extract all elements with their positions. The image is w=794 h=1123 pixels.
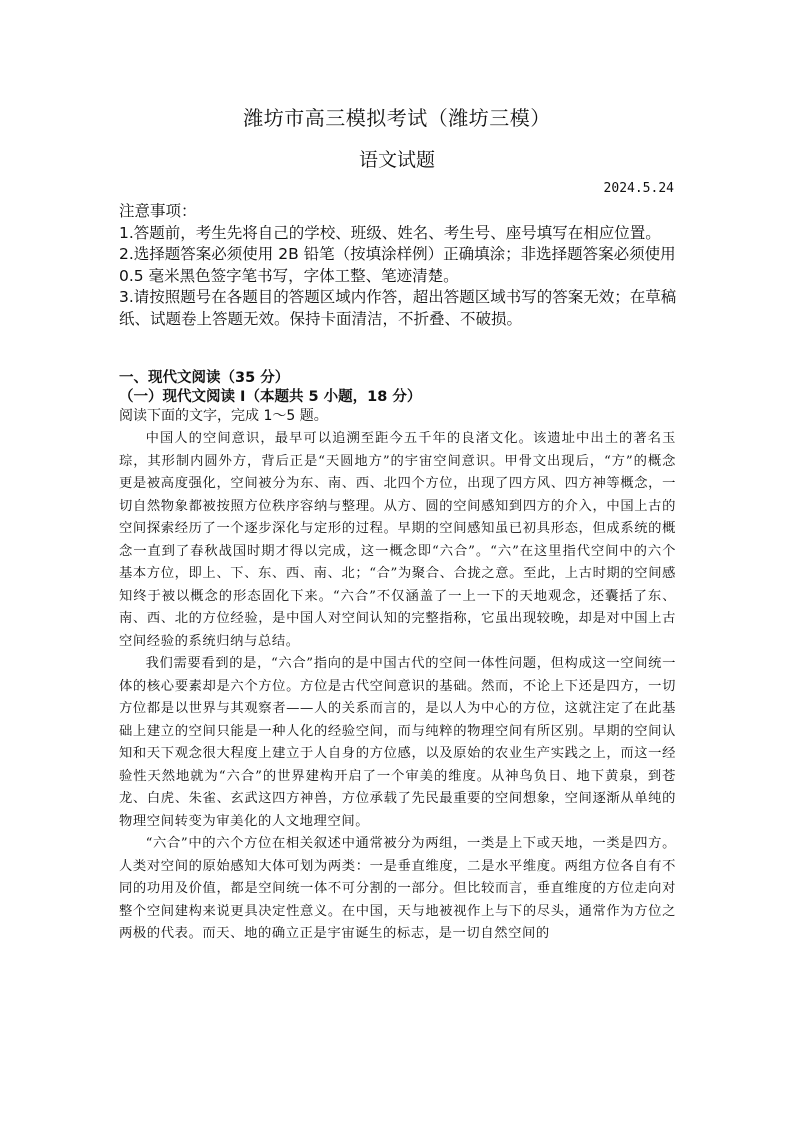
page-title: 潍坊市高三模拟考试（潍坊三模） <box>243 106 551 130</box>
notice-item: 3.请按照题号在各题目的答题区域内作答，超出答题区域书写的答案无效；在草稿纸、试题卷上答题无效。保持卡面清洁，不折叠、不破损。 <box>119 288 677 328</box>
notice-heading: 注意事项： <box>119 202 197 220</box>
section-subheading: （一）现代文阅读 I（本题共 5 小题，18 分） <box>119 389 422 405</box>
notice-block <box>119 201 677 330</box>
section-instruction: 阅读下面的文字，完成 1～5 题。 <box>119 408 328 424</box>
reading-passage <box>119 428 676 946</box>
passage-paragraph: 我们需要看到的是，“六合”指向的是中国古代的空间一体性问题，但构成这一空间统一体的核心要素却是六个方位。方位是古代空间意识的基础。然而，不论上下还是四方，一切方位都是以世界与其观察者——人的关系而言的，是以人为中心的方位，这就注定了在此基础上建立的空间只能是一种人化的经验空间，而与纯粹的物理空间有所区别。早期的空间认知和天下观念很大程度上建立于人自身的方位感，以及原始的农业生产实践之上，而这一经验性天然地就为“六合”的世界建构开启了一个审美的维度。从神鸟负日、地下黄泉，到苍龙、白虎、朱雀、玄武这四方神兽，方位承载了先民最重要的空间想象，空间逐渐从单纯的物理空间转变为审美化的人文地理空间。 <box>119 656 676 829</box>
exam-date: 2024.5.24 <box>603 181 674 196</box>
passage-paragraph: “六合”中的六个方位在相关叙述中通常被分为两组，一类是上下或天地，一类是四方。人类对空间的原始感知大体可划为两类：一是垂直维度，二是水平维度。两组方位各自有不同的功用及价值，都是空间统一体不可分割的一部分。但比较而言，垂直维度的方位走向对整个空间建构来说更具决定性意义。在中国，天与地被视作上与下的尽头，通常作为方位之两极的代表。而天、地的确立正是宇宙诞生的标志，是一切自然空间的 <box>119 836 676 941</box>
page-subtitle: 语文试题 <box>358 149 435 171</box>
notice-item: 1.答题前，考生先将自己的学校、班级、姓名、考生号、座号填写在相应位置。 <box>119 223 661 242</box>
notice-item: 2.选择题答案必须使用 2B 铅笔（按填涂样例）正确填涂；非选择题答案必须使用 0.5 毫米黑色签字笔书写，字体工整、笔迹清楚。 <box>119 245 676 285</box>
section-heading: 一、现代文阅读（35 分） <box>119 370 290 386</box>
passage-paragraph: 中国人的空间意识，最早可以追溯至距今五千年的良渚文化。该遗址中出土的著名玉琮，其形制内圆外方，背后正是“天圆地方”的宇宙空间意识。甲骨文出现后，“方”的概念更是被高度强化，空间被分为东、南、西、北四个方位，出现了四方风、四方神等概念，一切自然物象都被按照方位秩序容纳与整理。从方、圆的空间感知到四方的介入，中国上古的空间探索经历了一个逐步深化与定形的过程。早期的空间感知虽已初具形态，但成系统的概念一直到了春秋战国时期才得以完成，这一概念即“六合”。“六”在这里指代空间中的六个基本方位，即上、下、东、西、南、北；“合”为聚合、合拢之意。至此，上古时期的空间感知终于被以概念的形态固化下来。“六合”不仅涵盖了一上一下的天地观念，还囊括了东、南、西、北的方位经验，是中国人对空间认知的完整指称，它虽出现较晚，却是对中国上古空间经验的系统归纳与总结。 <box>119 431 676 649</box>
section-header <box>119 369 677 426</box>
